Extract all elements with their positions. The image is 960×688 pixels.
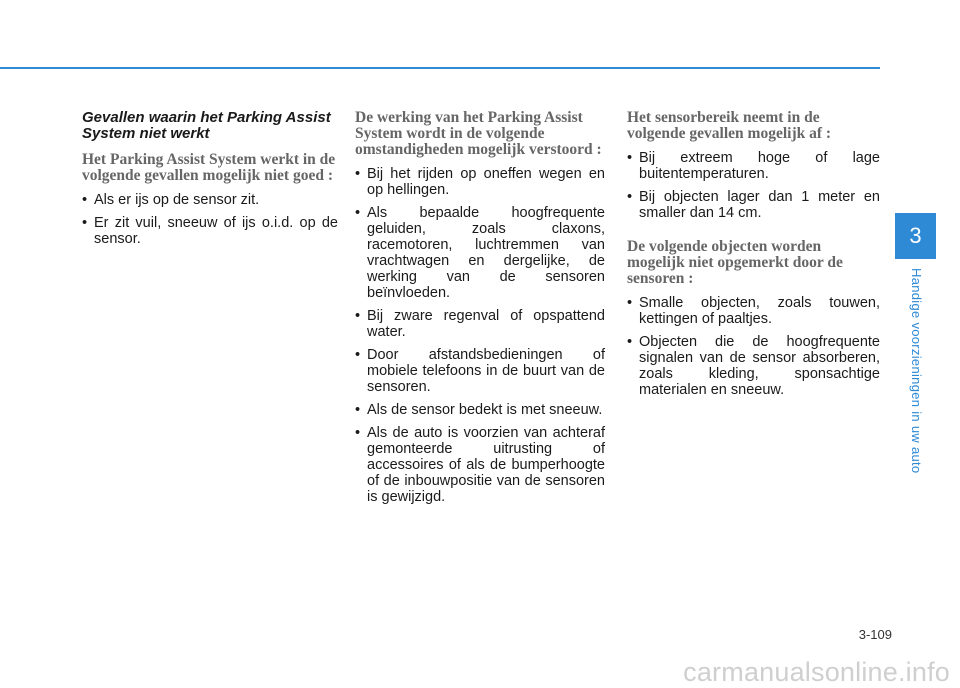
section-subheading: De volgende objecten worden mogelijk niet opgemerkt door de sensoren :: [627, 238, 843, 287]
section-subheading: Het sensorbereik neemt in de volgende gevallen mogelijk af :: [627, 109, 832, 142]
section-heading: Gevallen waarin het Parking Assist System niet werkt: [82, 109, 331, 142]
list-item: • Als er ijs op de sensor zit.: [82, 192, 338, 208]
list-item: • Smalle objecten, zoals touwen, kettingen of paaltjes.: [627, 295, 880, 327]
column-3: [627, 110, 880, 416]
column-2: [355, 110, 605, 523]
list-item: • Als de auto is voorzien van achteraf gemonteerde uitrusting of accessoires of als de bumperhoogte of de inbouwpositie van de sensoren is gewijzigd.: [355, 425, 605, 505]
list-item: • Door afstandsbedieningen of mobiele telefoons in de buurt van de sensoren.: [355, 347, 605, 395]
bullet-list: [627, 150, 880, 221]
section-subheading: Het Parking Assist System werkt in de volgende gevallen mogelijk niet goed :: [82, 151, 336, 184]
list-item: • Bij zware regenval of opspattend water.: [355, 308, 605, 340]
list-item: • Als bepaalde hoogfrequente geluiden, zoals claxons, racemotoren, luchtremmen van vrachtwagen en dergelijke, de werking van de sensoren beïnvloeden.: [355, 205, 605, 301]
page-number: 3-109: [858, 627, 892, 642]
list-item: • Bij extreem hoge of lage buitentemperaturen.: [627, 150, 880, 182]
column-1: [82, 110, 338, 265]
top-rule: [0, 67, 880, 69]
bullet-list: [82, 192, 338, 247]
list-item: • Als de sensor bedekt is met sneeuw.: [355, 402, 605, 418]
list-item: • Bij het rijden op oneffen wegen en op hellingen.: [355, 166, 605, 198]
list-item: • Bij objecten lager dan 1 meter en smaller dan 14 cm.: [627, 189, 880, 221]
bullet-list: [627, 295, 880, 398]
list-item: • Er zit vuil, sneeuw of ijs o.i.d. op de sensor.: [82, 215, 338, 247]
section-subheading: De werking van het Parking Assist System wordt in de volgende omstandigheden mogelijk verstoord :: [355, 109, 602, 158]
chapter-title: Handige voorzieningen in uw auto: [909, 268, 924, 474]
watermark: carmanualsonline.info: [683, 657, 950, 687]
chapter-tab: 3: [895, 213, 936, 259]
list-item: • Objecten die de hoogfrequente signalen van de sensor absorberen, zoals kleding, sponsachtige materialen en sneeuw.: [627, 334, 880, 398]
bullet-list: [355, 166, 605, 505]
